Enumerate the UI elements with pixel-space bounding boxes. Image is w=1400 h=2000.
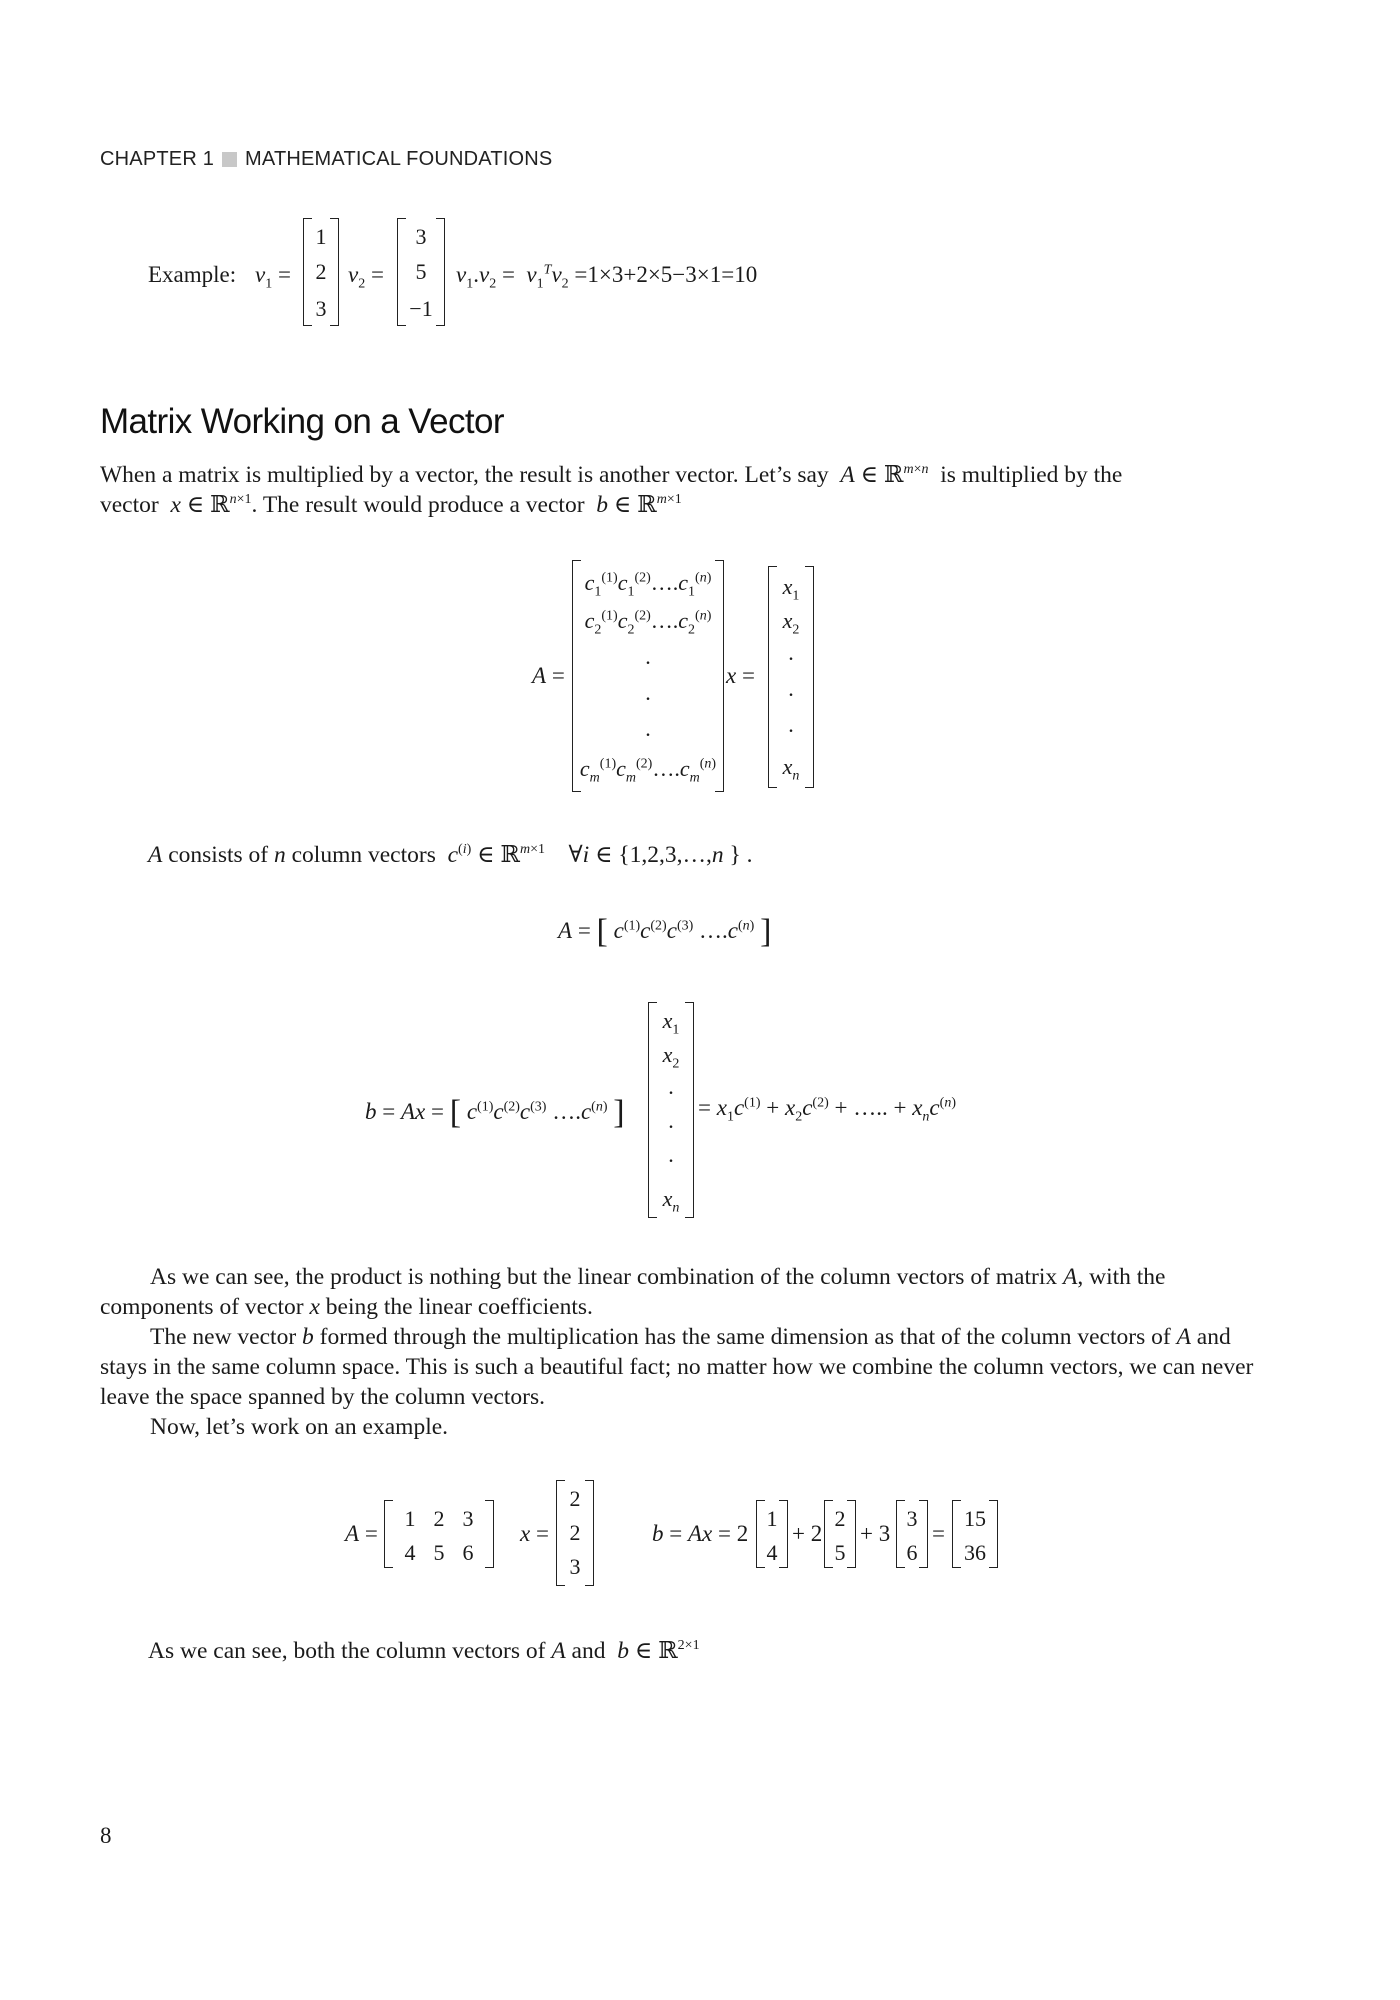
column-1: 1 4 xyxy=(756,1500,788,1568)
dot-product-formula: $v_1.v_2 = v_1^Tv_2 =1\times 3+2\times 5-3\times 1=10$ xyxy=(456,262,758,292)
paragraph-column-space: The new vector b formed through the multiplication has the same dimension as that of the column vectors of A and stays in the same column space. This is such a beautiful fact; no matter how we combine the column vectors, we can never leave the space spanned by the column vectors. xyxy=(100,1324,1254,1410)
v2-vector: 3 5 −1 xyxy=(397,218,445,326)
vector-x: $x_1$ $x_2$ . . . $x_n$ xyxy=(768,566,814,788)
v2-label: $v_2$ = xyxy=(348,262,384,292)
matrix-a-numeric: 1 2 3 4 5 6 xyxy=(384,1500,494,1568)
paragraph-example-intro: Now, let’s work on an example. xyxy=(150,1414,449,1440)
paragraph-linear-combination: As we can see, the product is nothing but the linear combination of the column vectors of matrix A, with the components of vector x being the linear coefficients. xyxy=(100,1264,1166,1320)
column-vectors-statement: A consists of n column vectors $c^{(i)}$ ∈ ℝ$^{m\times 1}$ ∀i ∈ {1,2,3,…,n } . xyxy=(148,842,753,868)
column-3: 3 6 xyxy=(896,1500,928,1568)
vector-x-numeric: 2 2 3 xyxy=(556,1480,594,1586)
a-label: A = xyxy=(532,663,565,688)
a-column-form: A = [ $c^{(1)}c^{(2)}c^{(3)}$ $\dots.c^{(n)}$ ] xyxy=(558,913,772,950)
header-separator-square xyxy=(222,152,237,167)
section-heading: Matrix Working on a Vector xyxy=(100,402,504,441)
v1-vector: 1 2 3 xyxy=(303,218,339,326)
explanation-paragraphs xyxy=(100,1262,1260,1442)
intro-paragraph: When a matrix is multiplied by a vector, the result is another vector. Let’s say A ∈ ℝ$^{m\times n}$ is multiplied by the vector x ∈ ℝ$^{n\times 1}$. The result would produce a vector b ∈ ℝ$^{m\times 1}$ xyxy=(100,462,1123,518)
final-statement: As we can see, both the column vectors of A and b ∈ ℝ$^{2\times 1}$ xyxy=(148,1638,700,1664)
column-2: 2 5 xyxy=(824,1500,856,1568)
vector-x-expanded: $x_1$ $x_2$ . . . $x_n$ xyxy=(648,1002,694,1218)
example-prefix: Example: xyxy=(148,262,237,287)
matrix-a: $c_1^{(1)}c_1^{(2)}\dots.c_1^{(n)}$ $c_2^{(1)}c_2^{(2)}\dots.c_2^{(n)}$ . . . $c_m^{(1)}c_m^{(2)}\dots.c_m^{(n)}$ xyxy=(572,560,724,792)
chapter-label: CHAPTER 1 xyxy=(100,148,215,170)
page-number: 8 xyxy=(100,1823,112,1848)
result-vector: 15 36 xyxy=(952,1500,998,1568)
running-header xyxy=(100,148,552,171)
chapter-title: MATHEMATICAL FOUNDATIONS xyxy=(245,148,553,170)
x-label: x = xyxy=(726,663,755,688)
v1-label: $v_1$ = xyxy=(255,262,291,292)
